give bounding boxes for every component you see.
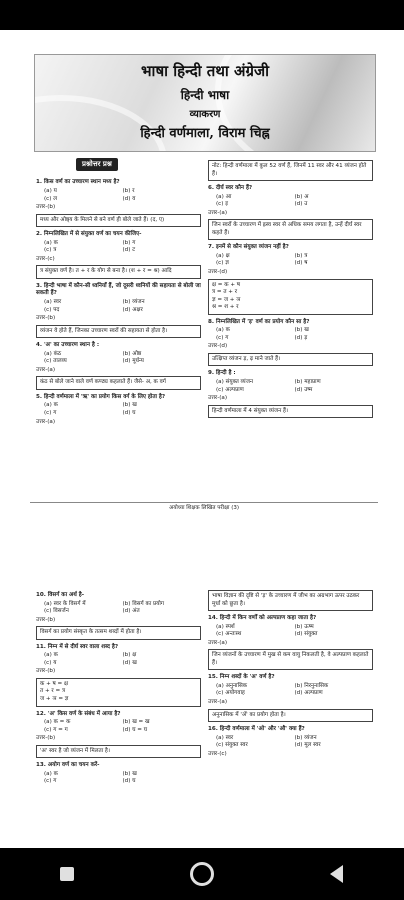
answer-options [208, 683, 373, 698]
answer-option: (d) अंत [122, 608, 140, 615]
question-text: 5. हिन्दी वर्णमाला में 'ऋ' का प्रयोग किस वर्ग के लिए होता है? [36, 393, 166, 400]
answer-option: (b) ख [294, 327, 309, 334]
answer-option: (b) ख = ख [122, 719, 150, 726]
question-list [208, 160, 373, 418]
back-triangle-icon [330, 865, 343, 883]
banner-chapter-title: हिन्दी वर्णमाला, विराम चिह्न [140, 125, 270, 141]
answer-option: (a) अनुनासिक [216, 682, 248, 689]
answer-option: (b) र [122, 187, 135, 194]
answer-option: (a) क [216, 327, 230, 334]
answer-option: (b) व्यंजन [122, 299, 145, 305]
question-text: 7. इनमें से कौन संयुक्त व्यंजन नहीं है? [208, 244, 289, 251]
page1-left-column [36, 158, 201, 428]
explanation-box: कंठ से बोले जाने वाले वर्ण कण्ठ्य कहलाते हैं। जैसे- अ, क वर्ग [36, 376, 201, 390]
question-text: 8. निम्नलिखित में 'ड़' वर्ण का प्रयोग कौन सा है? [208, 318, 310, 325]
answer-option: (d) ष [294, 260, 308, 267]
explanation-box: क्ष = क + ष त्र = त + र ज्ञ = ज + ञ श्र = श + र [208, 279, 373, 315]
answer-key: उत्तर-(a) [208, 699, 228, 706]
answer-options [36, 351, 201, 366]
chapter-banner [34, 54, 376, 152]
answer-options [36, 188, 201, 203]
answer-option: (d) उ [294, 201, 308, 208]
answer-options [208, 194, 373, 209]
explanation-box: भाषा विज्ञान की दृष्टि से 'ड़' के उच्चारण में जीभ का अग्रभाग ऊपर उठकर मूर्धा को छूता है। [208, 590, 373, 611]
page2-right-column [208, 588, 373, 760]
explanation-box: उत्क्षिप्त व्यंजन ड़, ढ़ माने जाते हैं। [208, 353, 373, 367]
question-list [36, 179, 201, 426]
answer-option: (c) अयोगवाह [216, 690, 245, 697]
answer-option: (c) त्र [44, 247, 57, 254]
explanation-box: त्र संयुक्त वर्ण है। त + र के योग से बना है। (श + र = श्र) आदि [36, 265, 201, 279]
explanation-box: व्यंजन वे होते हैं, जिनका उच्चारण स्वरों की सहायता से होता है। [36, 325, 201, 339]
answer-key: उत्तर-(d) [208, 269, 228, 276]
answer-key: उत्तर-(a) [208, 639, 228, 646]
answer-option: (c) ग [44, 410, 57, 417]
explanation-box: अनुनासिक में 'अँ' का प्रयोग होता है। [208, 709, 373, 723]
answer-option: (b) अ [294, 193, 309, 200]
answer-option: (c) संयुक्त स्वर [216, 742, 248, 749]
answer-option: (c) ग [44, 778, 57, 785]
answer-option: (c) ल [44, 195, 58, 202]
answer-option: (b) ख [122, 770, 137, 777]
answer-option: (d) अल्पप्राण [294, 690, 323, 697]
explanation-box: मध्य और ओष्ठ्य के मिलने से बने वर्ण ही बोले जाते हैं। (द, ए) [36, 214, 201, 228]
answer-option: (b) ओष्ठ [122, 350, 142, 357]
answer-option: (b) व्यंजन [294, 734, 317, 741]
answer-option: (c) तालव्य [44, 358, 67, 365]
status-bar [0, 0, 404, 30]
answer-option: (c) ज्ञ [216, 260, 229, 267]
answer-options [36, 719, 201, 734]
square-icon [60, 867, 74, 881]
answer-option: (a) स्वर [216, 734, 234, 741]
question-text: 4. 'अ' का उच्चारण स्थान है : [36, 342, 100, 349]
answer-option: (b) महाप्राण [294, 379, 321, 386]
answer-option: (c) विसर्जन [44, 608, 69, 615]
answer-option: (d) संयुक्त [294, 631, 318, 638]
answer-option: (b) ऊष्म [294, 623, 314, 630]
answer-option: (b) ख [122, 402, 137, 409]
answer-option: (a) क = क [44, 719, 71, 726]
explanation-box: हिन्दी वर्णमाला में 4 संयुक्त व्यंजन हैं। [208, 405, 373, 419]
question-text: 11. निम्न में से दीर्घ स्वर वाला शब्द है? [36, 643, 119, 650]
answer-option: (b) निरनुनासिक [294, 682, 329, 689]
answer-key: उत्तर-(a) [36, 418, 56, 425]
section-label: प्रश्नोत्तर प्रश्न [76, 158, 118, 171]
document-page-2 [30, 582, 378, 844]
answer-options [36, 299, 201, 314]
document-page-1 [30, 50, 378, 518]
answer-options [208, 253, 373, 268]
explanation-box: क + ष = क्ष त + र = त्र ज + ञ = ज्ञ [36, 678, 201, 707]
answer-options [36, 402, 201, 417]
circle-home-icon [190, 862, 214, 886]
answer-option: (a) आ [216, 193, 232, 200]
answer-option: (d) अक्षर [122, 306, 143, 313]
answer-options [36, 652, 201, 667]
explanation-box: जिन स्वरों के उच्चारण में ह्रस्व स्वर से अधिक समय लगता है, उन्हें दीर्घ स्वर कहते हैं। [208, 219, 373, 240]
page2-left-column [36, 588, 201, 786]
answer-option: (d) घ = घ [122, 726, 148, 733]
answer-option: (d) ख [122, 659, 137, 666]
explanation-box: 'अ' स्वर है जो व्यंजन में मिलता है। [36, 745, 201, 759]
answer-key: उत्तर-(b) [36, 668, 56, 675]
answer-option: (a) क [44, 652, 58, 659]
answer-key: उत्तर-(b) [36, 616, 56, 623]
answer-option: (a) क [44, 770, 58, 777]
answer-key: उत्तर-(d) [208, 343, 228, 350]
answer-key: उत्तर-(a) [208, 395, 228, 402]
question-text: 9. हिन्दी है : [208, 370, 236, 377]
question-list [36, 592, 201, 786]
question-list [208, 590, 373, 758]
answer-option: (b) क्ष [122, 652, 137, 659]
page1-right-column [208, 158, 373, 422]
answer-option: (a) क्ष [216, 252, 230, 259]
banner-swoosh-decoration [34, 95, 167, 152]
recent-apps-button[interactable] [37, 854, 97, 894]
answer-option: (c) अल्पप्राण [216, 386, 244, 393]
answer-option: (c) पद [44, 306, 60, 313]
question-text: 13. अयोग वर्ण का चयन करें- [36, 762, 100, 769]
question-text: 6. दीर्घ स्वर कौन हैं? [208, 185, 253, 192]
answer-key: उत्तर-(b) [36, 735, 56, 742]
page-footer: अयोध्या शिक्षक लिखित परीक्षा (3) [30, 502, 378, 512]
answer-option: (b) ग [122, 239, 136, 246]
answer-option: (d) घ [122, 410, 136, 417]
answer-option: (a) स्वर [44, 299, 62, 305]
answer-options [36, 771, 201, 786]
answer-option: (c) य [44, 659, 57, 666]
answer-options [208, 624, 373, 639]
answer-key: उत्तर-(c) [208, 750, 227, 757]
explanation-box: नोट: हिन्दी वर्णमाला में कुल 52 वर्ण हैं, जिनमें 11 स्वर और 41 व्यंजन होते हैं। [208, 160, 373, 181]
answer-option: (a) क [44, 402, 58, 409]
answer-option: (d) ट [122, 247, 136, 254]
banner-subject-title: भाषा हिन्दी तथा अंग्रेजी [141, 62, 269, 80]
question-text: 1. किस वर्ण का उच्चारण स्थान मध्य है? [36, 179, 120, 186]
answer-option: (d) मूर्धन्य [122, 358, 144, 365]
answer-option: (a) स्वर के विसर्ग में [44, 600, 86, 607]
answer-options [36, 601, 201, 616]
answer-option: (b) विसर्ग का प्रयोग [122, 600, 165, 607]
back-button[interactable] [307, 854, 367, 894]
android-nav-bar [0, 848, 404, 900]
banner-grammar-title: व्याकरण [189, 109, 221, 121]
answer-key: उत्तर-(b) [36, 204, 56, 211]
answer-option: (d) घ [122, 778, 136, 785]
answer-key: उत्तर-(b) [36, 315, 56, 322]
question-text: 16. हिन्दी वर्णमाला में 'ओ' और 'औ' क्या हैं? [208, 726, 305, 733]
answer-option: (c) इ [216, 201, 228, 208]
answer-options [208, 327, 373, 342]
answer-option: (d) ड़ [294, 334, 308, 341]
answer-key: उत्तर-(c) [36, 255, 55, 262]
question-text: 3. हिन्दी भाषा में कौन-सी ध्वनियाँ हैं, जो दूसरी ध्वनियों की सहायता से बोली जा सकती हैं? [36, 282, 201, 297]
question-text: 14. हिन्दी में किन वर्णों को अल्पप्राण कहा जाता है? [208, 615, 317, 622]
answer-option: (b) त्र [294, 252, 308, 259]
answer-key: उत्तर-(a) [36, 366, 56, 373]
answer-options [208, 735, 373, 750]
answer-option: (c) ग [216, 334, 229, 341]
home-button[interactable] [172, 854, 232, 894]
answer-option: (d) मूल स्वर [294, 742, 321, 749]
answer-option: (a) कंठ [44, 350, 62, 357]
answer-option: (a) संयुक्त व्यंजन [216, 379, 253, 386]
answer-option: (c) अन्तःस्थ [216, 631, 242, 638]
banner-language-title: हिन्दी भाषा [180, 88, 230, 103]
explanation-box: जिन व्यंजनों के उच्चारण में मुख से कम वायु निकलती है, वे अल्पप्राण कहलाते हैं। [208, 649, 373, 670]
answer-option: (a) स्पर्श [216, 623, 235, 630]
answer-key: उत्तर-(a) [208, 209, 228, 216]
answer-option: (c) ग = ग [44, 726, 68, 733]
answer-option: (a) क [44, 239, 58, 246]
answer-option: (d) उष्म [294, 386, 313, 393]
question-text: 2. निम्नलिखित में से संयुक्त वर्ण का चयन कीजिए- [36, 231, 142, 238]
question-text: 12. 'अ' किस वर्ण के संबंध में आया है? [36, 710, 121, 717]
explanation-box: विसर्ग का प्रयोग संस्कृत के तत्सम शब्दों में होता है। [36, 626, 201, 640]
question-text: 15. निम्न शब्दों के 'अ' वर्ण है? [208, 674, 275, 681]
answer-options [36, 240, 201, 255]
answer-option: (a) य [44, 187, 57, 194]
answer-option: (d) व [122, 195, 136, 202]
question-text: 10. विसर्ग का अर्थ है- [36, 592, 85, 598]
answer-options [208, 379, 373, 394]
